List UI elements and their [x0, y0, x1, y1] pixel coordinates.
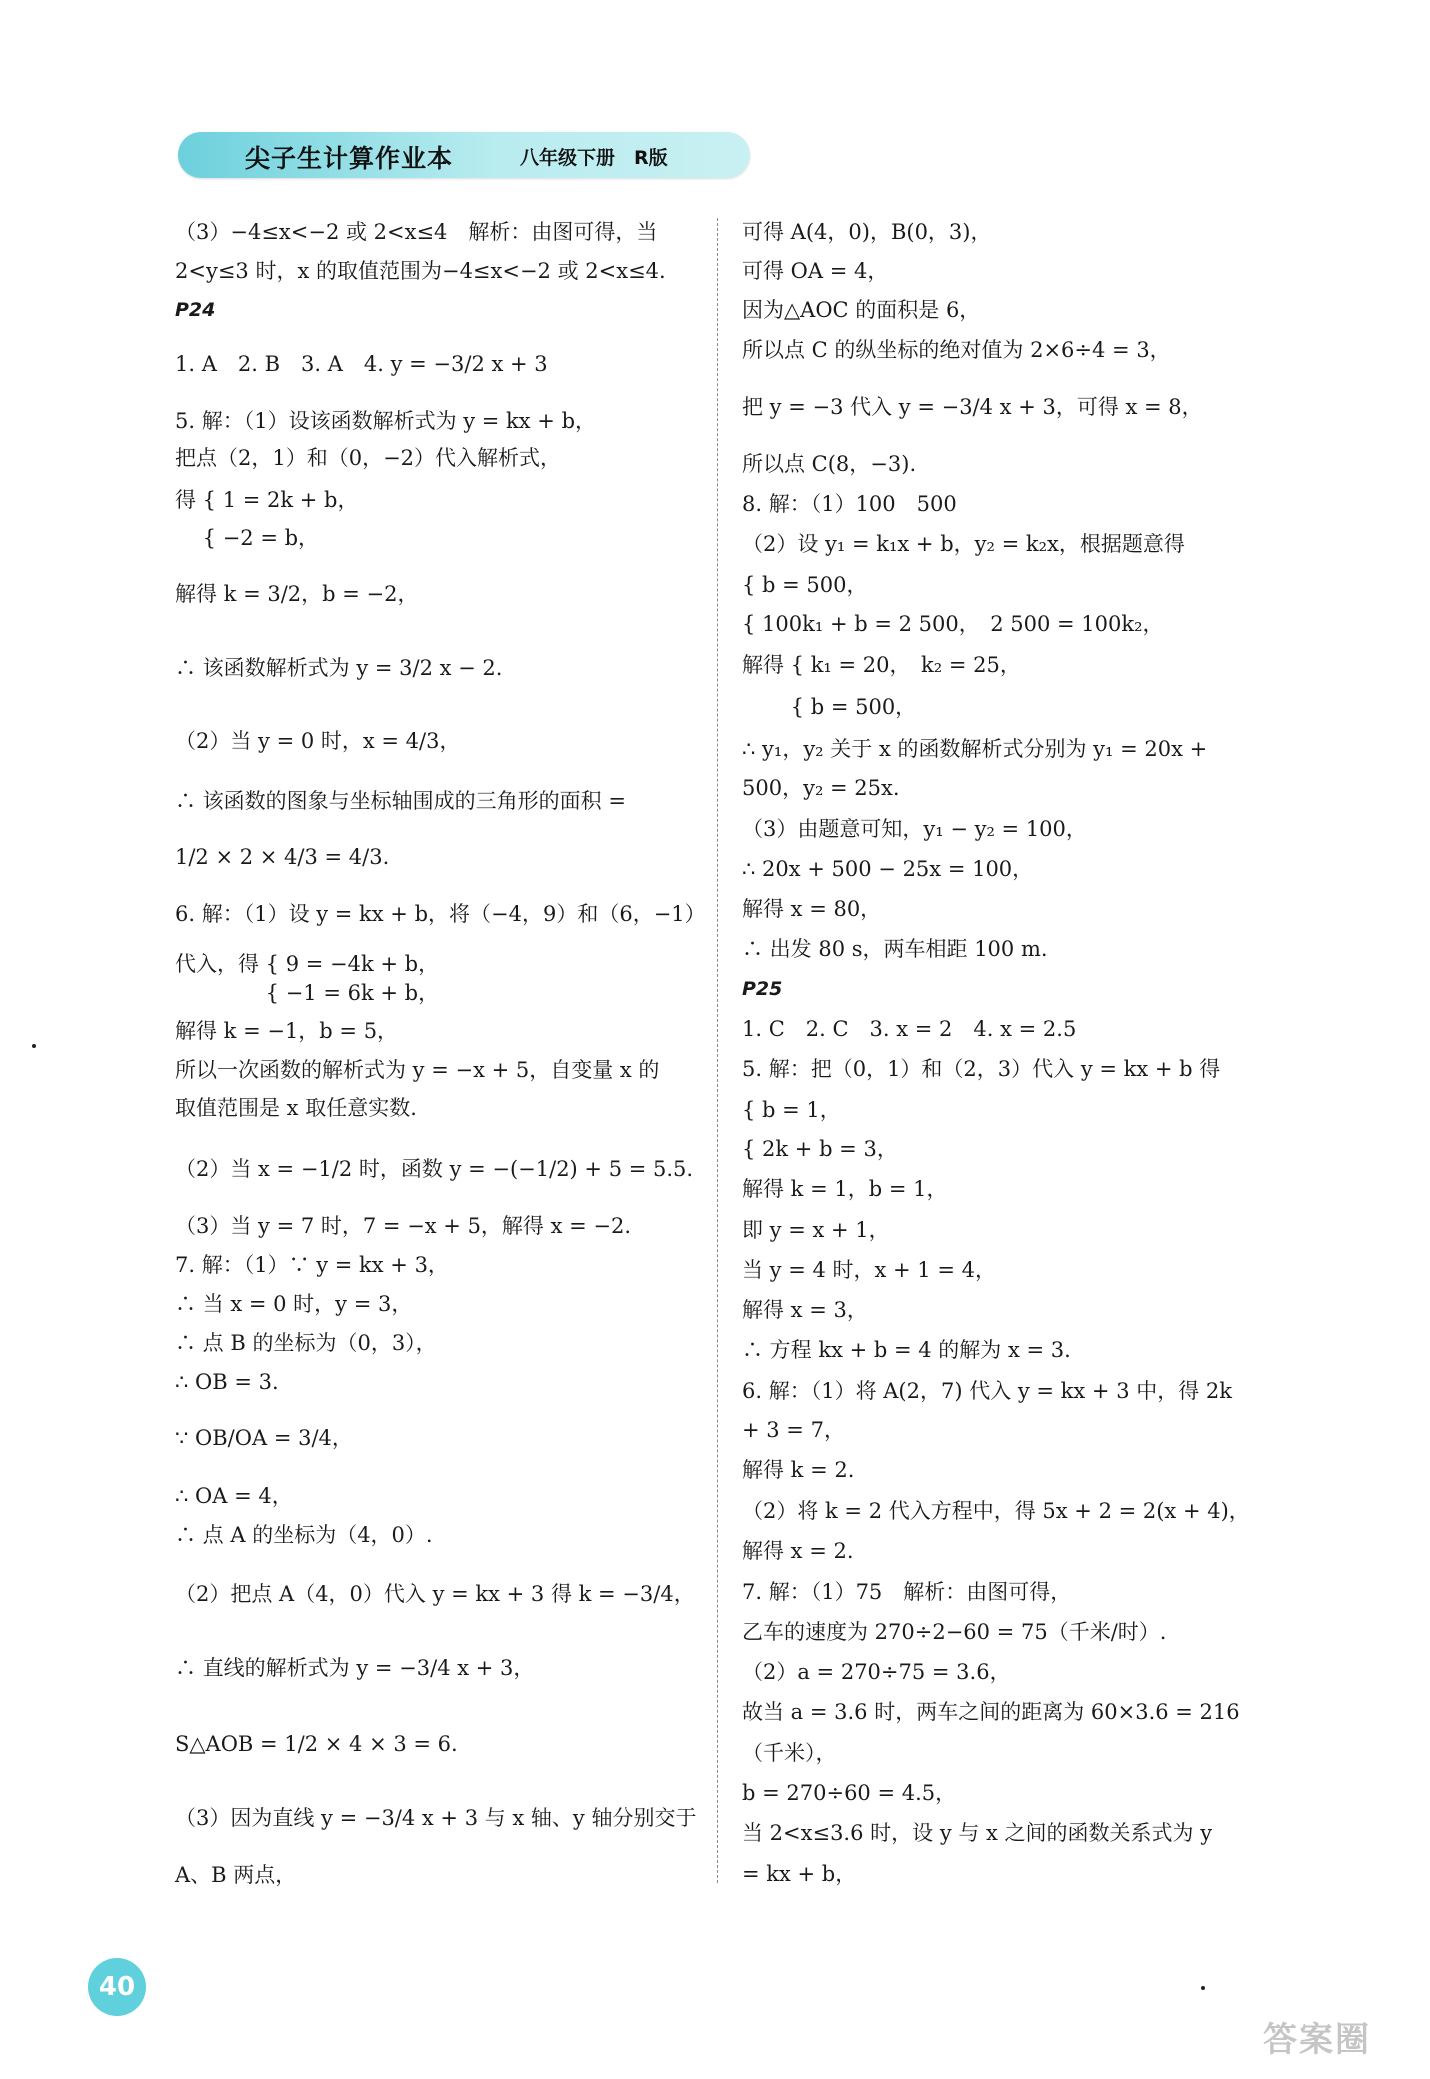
text-line: （3）由题意可知，y₁ − y₂ = 100， [742, 817, 1087, 841]
text-line: S△AOB = 1/2 × 4 × 3 = 6. [175, 1732, 458, 1756]
text-line: 得 { 1 = 2k + b， [175, 488, 359, 512]
text-line: 2<y≤3 时，x 的取值范围为−4≤x<−2 或 2<x≤4. [175, 259, 666, 283]
text-line: 乙车的速度为 270÷2−60 = 75（千米/时）. [742, 1620, 1167, 1644]
text-line: ∴ 点 B 的坐标为（0，3）， [175, 1331, 437, 1355]
text-line: 解得 k = 2. [742, 1458, 855, 1482]
text-line: ∴ 该函数解析式为 y = 3/2 x − 2. [175, 656, 503, 680]
stray-dot [32, 1044, 36, 1048]
text-line: ∴ 直线的解析式为 y = −3/4 x + 3， [175, 1656, 535, 1680]
text-line: ∴ 该函数的图象与坐标轴围成的三角形的面积 = [175, 789, 626, 813]
text-line: 解得 x = 2. [742, 1539, 854, 1563]
text-line: 6. 解：（1）将 A(2，7) 代入 y = kx + 3 中，得 2k [742, 1379, 1232, 1403]
text-line: 解得 { k₁ = 20， k₂ = 25， [742, 653, 1021, 677]
text-line: { −1 = 6k + b， [175, 981, 440, 1005]
text-line: 把 y = −3 代入 y = −3/4 x + 3，可得 x = 8， [742, 395, 1203, 419]
text-line: { 2k + b = 3， [742, 1137, 898, 1161]
text-line: 即 y = x + 1， [742, 1218, 890, 1242]
text-line: { −2 = b， [175, 526, 320, 550]
text-line: （3）当 y = 7 时，7 = −x + 5，解得 x = −2. [175, 1214, 632, 1238]
text-line: ∴ 20x + 500 − 25x = 100， [742, 857, 1034, 881]
page-number: 40 [98, 1972, 136, 2002]
text-line: （2）把点 A（4，0）代入 y = kx + 3 得 k = −3/4， [175, 1582, 695, 1606]
text-line: b = 270÷60 = 4.5， [742, 1781, 957, 1805]
text-line: 代入，得 { 9 = −4k + b， [175, 952, 440, 976]
text-line: 因为△AOC 的面积是 6， [742, 298, 981, 322]
watermark-logo [1222, 2001, 1412, 2071]
text-line: { b = 1， [742, 1098, 841, 1122]
text-line: ∴ OB = 3. [175, 1370, 279, 1394]
text-line: （3）因为直线 y = −3/4 x + 3 与 x 轴、y 轴分别交于 [175, 1806, 697, 1830]
text-line: 把点（2，1）和（0，−2）代入解析式， [175, 446, 562, 470]
text-line: ∴ y₁，y₂ 关于 x 的函数解析式分别为 y₁ = 20x + [742, 737, 1208, 761]
stray-dot [1201, 1986, 1205, 1990]
column-divider [717, 218, 718, 1883]
text-line: 解得 k = −1，b = 5， [175, 1019, 399, 1043]
text-line: 5. 解：（1）设该函数解析式为 y = kx + b， [175, 409, 597, 433]
text-line: 7. 解：（1）∵ y = kx + 3， [175, 1253, 449, 1277]
text-line: 500，y₂ = 25x. [742, 776, 900, 800]
text-line: 可得 A(4，0)，B(0，3)， [742, 220, 992, 244]
text-line: ∴ 点 A 的坐标为（4，0）. [175, 1523, 433, 1547]
text-line: 解得 x = 80， [742, 897, 882, 921]
text-line: （2）当 y = 0 时，x = 4/3， [175, 729, 461, 753]
text-line: 6. 解：（1）设 y = kx + b，将（−4，9）和（6，−1） [175, 902, 706, 926]
text-line: 可得 OA = 4， [742, 259, 889, 283]
text-line: 故当 a = 3.6 时，两车之间的距离为 60×3.6 = 216 [742, 1700, 1240, 1724]
text-line: 7. 解：（1）75 解析：由图可得， [742, 1580, 1072, 1604]
text-line: 所以一次函数的解析式为 y = −x + 5，自变量 x 的 [175, 1058, 660, 1082]
text-line: 解得 k = 3/2，b = −2， [175, 582, 419, 606]
text-line: （千米）， [742, 1741, 837, 1765]
text-line: （2）a = 270÷75 = 3.6， [742, 1660, 1011, 1684]
text-line: （3）−4≤x<−2 或 2<x≤4 解析：由图可得，当 [175, 220, 658, 244]
text-line: 1/2 × 2 × 4/3 = 4/3. [175, 845, 390, 869]
text-line: 当 2<x≤3.6 时，设 y 与 x 之间的函数关系式为 y [742, 1821, 1213, 1845]
text-line: （2）将 k = 2 代入方程中，得 5x + 2 = 2(x + 4)， [742, 1499, 1250, 1523]
page-number-badge [88, 1958, 146, 2016]
text-line: A、B 两点， [175, 1863, 297, 1887]
text-line: ∴ OA = 4， [175, 1484, 293, 1508]
text-line: 5. 解：把（0，1）和（2，3）代入 y = kx + b 得 [742, 1057, 1221, 1081]
text-line: { 100k₁ + b = 2 500， 2 500 = 100k₂， [742, 612, 1164, 636]
text-line: + 3 = 7， [742, 1418, 845, 1442]
text-line: 解得 x = 3， [742, 1298, 868, 1322]
text-line: 所以点 C 的纵坐标的绝对值为 2×6÷4 = 3， [742, 338, 1171, 362]
text-line: ∵ OB/OA = 3/4， [175, 1426, 353, 1450]
text-line: 1. C 2. C 3. x = 2 4. x = 2.5 [742, 1017, 1077, 1041]
text-line: （2）当 x = −1/2 时，函数 y = −(−1/2) + 5 = 5.5. [175, 1157, 694, 1181]
text-line: { b = 500， [742, 573, 868, 597]
text-line: 取值范围是 x 取任意实数. [175, 1096, 417, 1120]
text-line: ∴ 当 x = 0 时，y = 3， [175, 1292, 413, 1316]
text-line: 8. 解：（1）100 500 [742, 492, 957, 516]
text-line: ∴ 出发 80 s，两车相距 100 m. [742, 937, 1048, 961]
section-heading: P24 [175, 299, 216, 321]
text-line: 所以点 C(8，−3). [742, 452, 917, 476]
text-line: = kx + b， [742, 1862, 857, 1886]
text-line: ∴ 方程 kx + b = 4 的解为 x = 3. [742, 1338, 1071, 1362]
section-heading: P25 [742, 978, 783, 1000]
book-subtitle: 八年级下册 R版 [520, 147, 668, 169]
text-line: （2）设 y₁ = k₁x + b，y₂ = k₂x，根据题意得 [742, 532, 1185, 556]
text-line: 当 y = 4 时，x + 1 = 4， [742, 1258, 996, 1282]
text-line: 解得 k = 1，b = 1， [742, 1177, 948, 1201]
text-line: { b = 500， [742, 695, 917, 719]
book-title: 尖子生计算作业本 [245, 144, 454, 173]
text-line: 1. A 2. B 3. A 4. y = −3/2 x + 3 [175, 352, 548, 376]
watermark-text: 答案圈 [1263, 2019, 1371, 2060]
